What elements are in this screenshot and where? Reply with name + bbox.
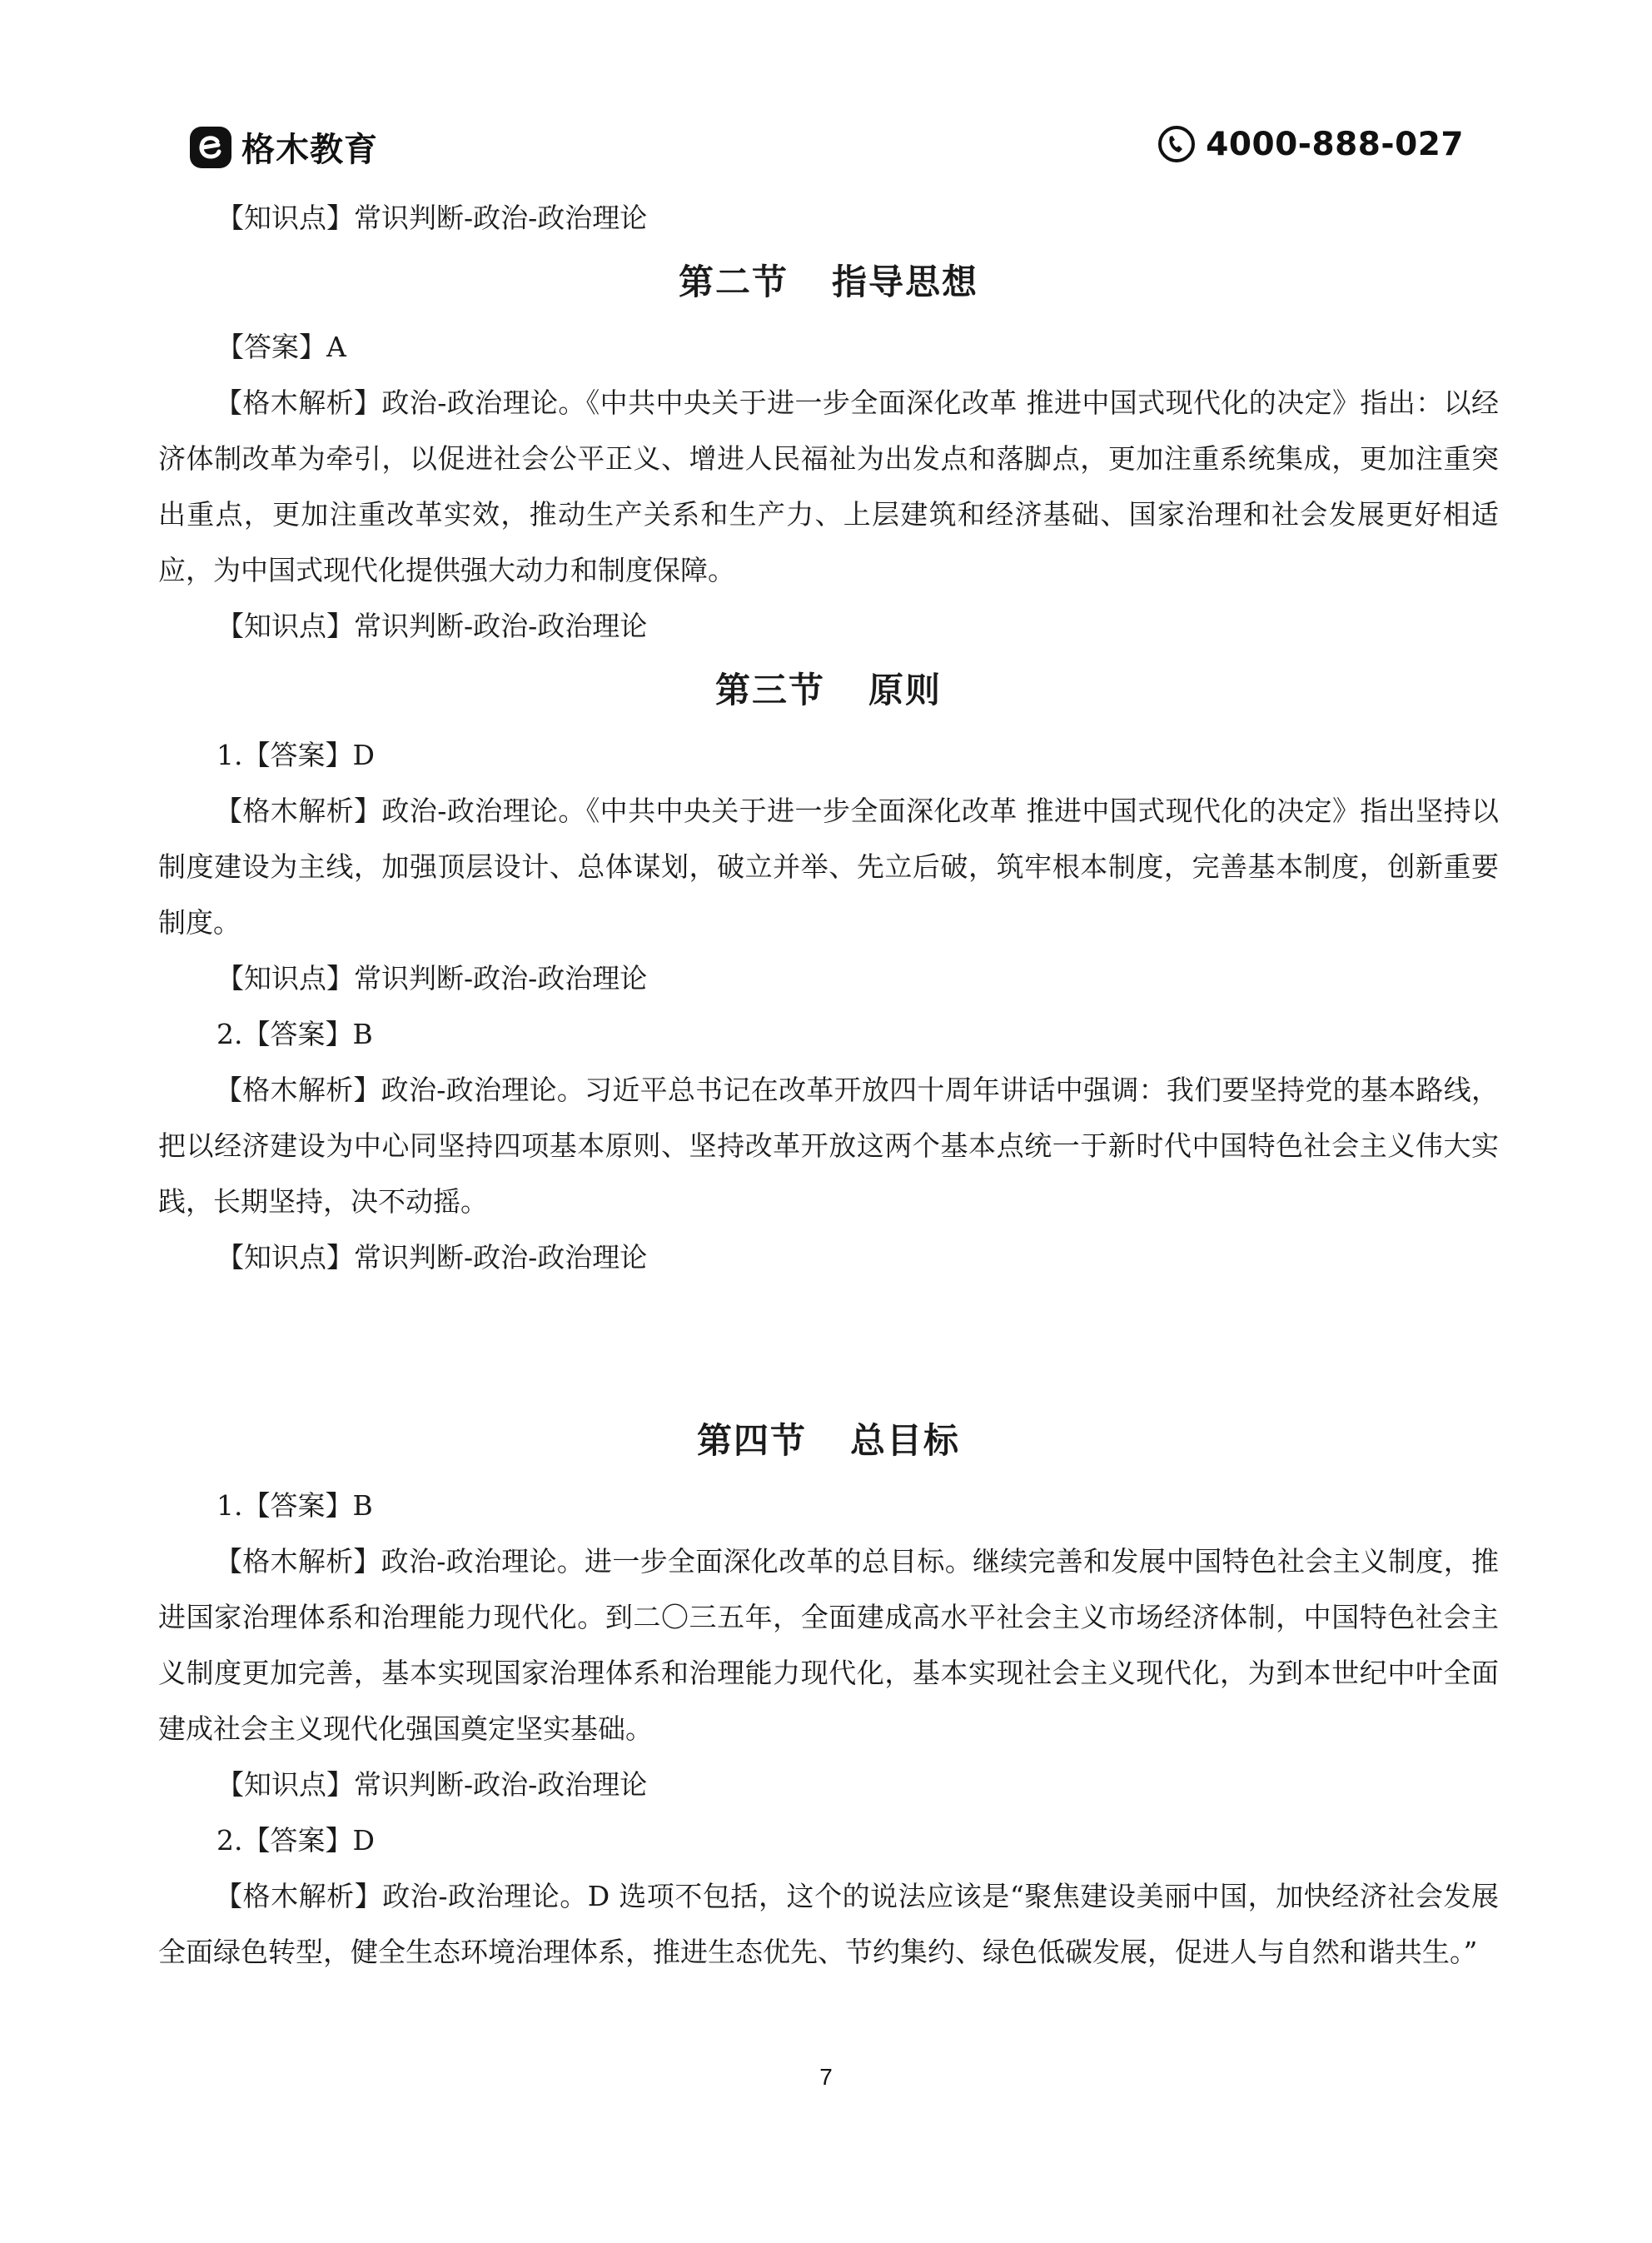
knowledge-point: 【知识点】常识判断-政治-政治理论 bbox=[216, 962, 648, 994]
page-number: 7 bbox=[819, 2064, 833, 2090]
section-title: 第四节 总目标 bbox=[696, 1420, 961, 1461]
answer-line: 2.【答案】B bbox=[216, 1018, 373, 1050]
brand-name: 格木教育 bbox=[241, 131, 378, 169]
analysis-paragraph: 【格木解析】政治-政治理论。D 选项不包括，这个的说法应该是“聚焦建设美丽中国，加快经济社会发展全面绿色转型，健全生态环境治理体系，推进生态优先、节约集约、绿色低碳发展，促进人与自然和谐共生。” bbox=[158, 1880, 1499, 1968]
page-header bbox=[188, 123, 1464, 183]
brand-logo-icon bbox=[188, 125, 233, 170]
analysis-paragraph: 【格木解析】政治-政治理论。《中共中央关于进一步全面深化改革 推进中国式现代化的决定》指出坚持以制度建设为主线，加强顶层设计、总体谋划，破立并举、先立后破，筑牢根本制度，完善基本制度，创新重要制度。 bbox=[158, 795, 1499, 939]
answer-line: 2.【答案】D bbox=[216, 1824, 375, 1857]
knowledge-point: 【知识点】常识判断-政治-政治理论 bbox=[216, 1768, 648, 1801]
hotline-number: 4000-888-027 bbox=[1206, 125, 1464, 163]
spacer bbox=[158, 1285, 1499, 1404]
section-title: 第二节 指导思想 bbox=[678, 262, 979, 302]
analysis-paragraph: 【格木解析】政治-政治理论。《中共中央关于进一步全面深化改革 推进中国式现代化的决定》指出：以经济体制改革为牵引，以促进社会公平正义、增进人民福祉为出发点和落脚点，更加注重系统集成，更加注重突出重点，更加注重改革实效，推动生产关系和生产力、上层建筑和经济基础、国家治理和社会发展更好相适应，为中国式现代化提供强大动力和制度保障。 bbox=[158, 386, 1499, 586]
analysis-paragraph: 【格木解析】政治-政治理论。习近平总书记在改革开放四十周年讲话中强调：我们要坚持党的基本路线，把以经济建设为中心同坚持四项基本原则、坚持改革开放这两个基本点统一于新时代中国特色社会主义伟大实践，长期坚持，决不动摇。 bbox=[158, 1074, 1499, 1218]
answer-line: 1.【答案】B bbox=[216, 1489, 373, 1522]
section-title: 第三节 原则 bbox=[714, 670, 943, 710]
knowledge-point: 【知识点】常识判断-政治-政治理论 bbox=[216, 610, 648, 642]
analysis-paragraph: 【格木解析】政治-政治理论。进一步全面深化改革的总目标。继续完善和发展中国特色社会主义制度，推进国家治理体系和治理能力现代化。到二〇三五年，全面建成高水平社会主义市场经济体制，中国特色社会主义制度更加完善，基本实现国家治理体系和治理能力现代化，基本实现社会主义现代化，为到本世纪中叶全面建成社会主义现代化强国奠定坚实基础。 bbox=[158, 1545, 1499, 1745]
document-body bbox=[158, 190, 1499, 1980]
hotline bbox=[1156, 123, 1464, 165]
brand bbox=[188, 123, 378, 171]
phone-icon bbox=[1156, 123, 1197, 165]
knowledge-point: 【知识点】常识判断-政治-政治理论 bbox=[216, 202, 648, 234]
answer-line: 1.【答案】D bbox=[216, 739, 375, 771]
answer-line: 【答案】A bbox=[216, 331, 346, 363]
knowledge-point: 【知识点】常识判断-政治-政治理论 bbox=[216, 1241, 648, 1274]
